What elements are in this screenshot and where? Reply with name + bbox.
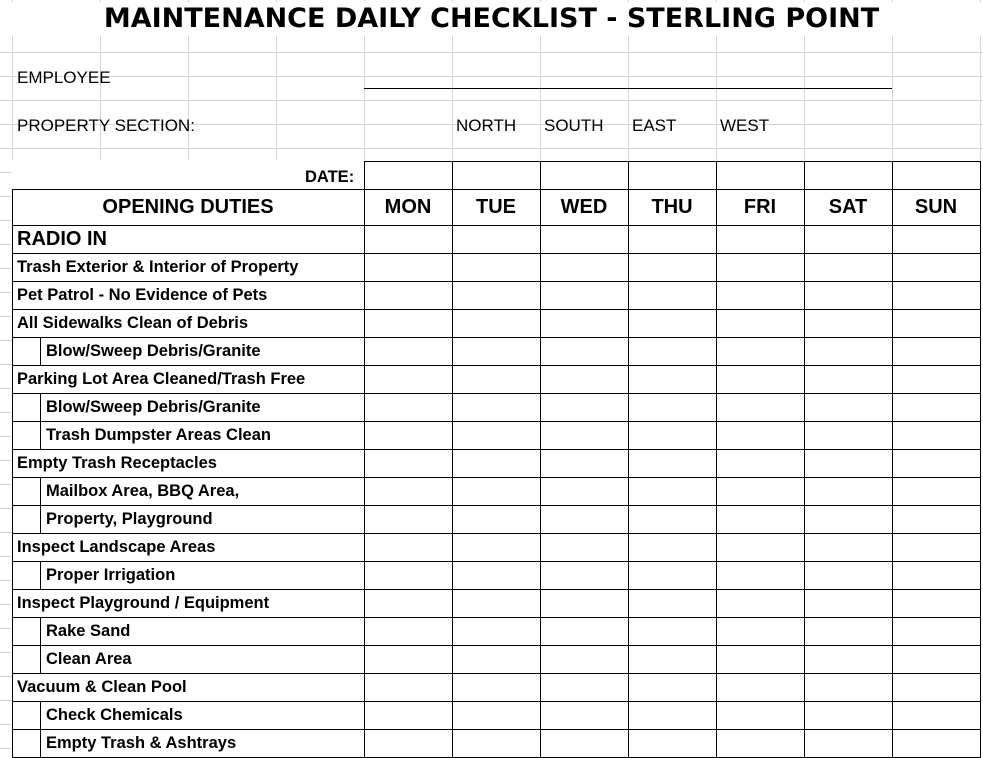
check-cell-wed[interactable] (540, 673, 628, 701)
check-cell-mon[interactable] (364, 225, 452, 253)
check-cell-sat[interactable] (804, 393, 892, 421)
check-cell-sat[interactable] (804, 477, 892, 505)
check-cell-sun[interactable] (892, 729, 980, 757)
grid-line (40, 337, 41, 365)
check-cell-sat[interactable] (804, 253, 892, 281)
check-cell-wed[interactable] (540, 701, 628, 729)
check-cell-sat[interactable] (804, 617, 892, 645)
section-east[interactable]: EAST (632, 116, 677, 135)
page-title: MAINTENANCE DAILY CHECKLIST - STERLING POINT (0, 2, 983, 36)
check-cell-fri[interactable] (716, 421, 804, 449)
check-cell-sun[interactable] (892, 589, 980, 617)
check-cell-thu[interactable] (628, 617, 716, 645)
check-cell-fri[interactable] (716, 561, 804, 589)
day-header-sun: SUN (914, 196, 958, 218)
day-header-sat: SAT (828, 196, 868, 218)
duty-label: Trash Dumpster Areas Clean (46, 426, 271, 444)
check-cell-mon[interactable] (364, 533, 452, 561)
check-cell-fri[interactable] (716, 617, 804, 645)
check-cell-thu[interactable] (628, 449, 716, 477)
check-cell-tue[interactable] (452, 533, 540, 561)
check-cell-sat[interactable] (804, 533, 892, 561)
check-cell-fri[interactable] (716, 365, 804, 393)
check-cell-sun[interactable] (892, 309, 980, 337)
property-section-label: PROPERTY SECTION: (17, 116, 195, 135)
check-cell-wed[interactable] (540, 337, 628, 365)
check-cell-sat[interactable] (804, 421, 892, 449)
duty-label: Rake Sand (46, 622, 131, 640)
check-cell-sun[interactable] (892, 477, 980, 505)
grid-line (40, 561, 41, 589)
section-north[interactable]: NORTH (456, 116, 517, 135)
check-cell-mon[interactable] (364, 645, 452, 673)
check-cell-thu[interactable] (628, 477, 716, 505)
check-cell-sun[interactable] (892, 393, 980, 421)
check-cell-sun[interactable] (892, 337, 980, 365)
check-cell-thu[interactable] (628, 281, 716, 309)
check-cell-wed[interactable] (540, 589, 628, 617)
check-cell-sat[interactable] (804, 225, 892, 253)
check-cell-sun[interactable] (892, 645, 980, 673)
check-cell-sun[interactable] (892, 421, 980, 449)
grid-line (12, 189, 980, 190)
check-cell-mon[interactable] (364, 337, 452, 365)
check-cell-fri[interactable] (716, 729, 804, 757)
check-cell-wed[interactable] (540, 421, 628, 449)
check-cell-mon[interactable] (364, 701, 452, 729)
duty-label: Pet Patrol - No Evidence of Pets (17, 286, 268, 304)
check-cell-mon[interactable] (364, 393, 452, 421)
check-cell-sat[interactable] (804, 673, 892, 701)
check-cell-thu[interactable] (628, 729, 716, 757)
check-cell-thu[interactable] (628, 365, 716, 393)
duty-label: Mailbox Area, BBQ Area, (46, 482, 240, 500)
check-cell-wed[interactable] (540, 505, 628, 533)
check-cell-sun[interactable] (892, 365, 980, 393)
check-cell-wed[interactable] (540, 729, 628, 757)
day-header-thu: THU (651, 196, 693, 218)
check-cell-sat[interactable] (804, 309, 892, 337)
check-cell-thu[interactable] (628, 561, 716, 589)
duty-label: Blow/Sweep Debris/Granite (46, 398, 261, 416)
check-cell-sun[interactable] (892, 701, 980, 729)
check-cell-sun[interactable] (892, 533, 980, 561)
check-cell-mon[interactable] (364, 253, 452, 281)
day-header-tue: TUE (476, 196, 516, 218)
check-cell-sat[interactable] (804, 449, 892, 477)
check-cell-tue[interactable] (452, 701, 540, 729)
grid-line (40, 505, 41, 533)
duty-label: Inspect Landscape Areas (17, 538, 216, 556)
check-cell-mon[interactable] (364, 421, 452, 449)
check-cell-mon[interactable] (364, 365, 452, 393)
grid-line (40, 393, 41, 421)
check-cell-sat[interactable] (804, 645, 892, 673)
check-cell-fri[interactable] (716, 309, 804, 337)
check-cell-thu[interactable] (628, 589, 716, 617)
duty-label: Parking Lot Area Cleaned/Trash Free (17, 370, 306, 388)
day-header-mon: MON (384, 196, 432, 218)
check-cell-sat[interactable] (804, 561, 892, 589)
check-cell-mon[interactable] (364, 449, 452, 477)
check-cell-thu[interactable] (628, 309, 716, 337)
check-cell-sun[interactable] (892, 449, 980, 477)
check-cell-tue[interactable] (452, 253, 540, 281)
check-cell-thu[interactable] (628, 337, 716, 365)
duty-label: Clean Area (46, 650, 132, 668)
opening-duties-header: OPENING DUTIES (102, 196, 274, 218)
check-cell-tue[interactable] (452, 393, 540, 421)
check-cell-sun[interactable] (892, 281, 980, 309)
check-cell-wed[interactable] (540, 365, 628, 393)
check-cell-mon[interactable] (364, 617, 452, 645)
duty-label: Empty Trash & Ashtrays (46, 734, 237, 752)
check-cell-mon[interactable] (364, 477, 452, 505)
employee-label: EMPLOYEE (17, 68, 111, 87)
check-cell-wed[interactable] (540, 253, 628, 281)
check-cell-tue[interactable] (452, 673, 540, 701)
check-cell-sat[interactable] (804, 701, 892, 729)
check-cell-sun[interactable] (892, 253, 980, 281)
grid-line (40, 477, 41, 505)
check-cell-sun[interactable] (892, 617, 980, 645)
check-cell-wed[interactable] (540, 393, 628, 421)
duty-label: Vacuum & Clean Pool (17, 678, 187, 696)
check-cell-fri[interactable] (716, 701, 804, 729)
check-cell-sat[interactable] (804, 281, 892, 309)
check-cell-mon[interactable] (364, 729, 452, 757)
check-cell-sat[interactable] (804, 729, 892, 757)
check-cell-mon[interactable] (364, 589, 452, 617)
check-cell-mon[interactable] (364, 281, 452, 309)
check-cell-tue[interactable] (452, 617, 540, 645)
check-cell-tue[interactable] (452, 421, 540, 449)
check-cell-mon[interactable] (364, 561, 452, 589)
check-cell-sat[interactable] (804, 365, 892, 393)
section-south[interactable]: SOUTH (544, 116, 604, 135)
check-cell-mon[interactable] (364, 673, 452, 701)
check-cell-wed[interactable] (540, 617, 628, 645)
grid-line (40, 421, 41, 449)
check-cell-tue[interactable] (452, 225, 540, 253)
check-cell-fri[interactable] (716, 449, 804, 477)
grid-line (40, 729, 41, 757)
check-cell-wed[interactable] (540, 645, 628, 673)
duty-label: Proper Irrigation (46, 566, 176, 584)
check-cell-wed[interactable] (540, 533, 628, 561)
date-label: DATE: (305, 168, 355, 186)
duty-label: Check Chemicals (46, 706, 183, 724)
duty-label: Trash Exterior & Interior of Property (17, 258, 299, 276)
check-cell-fri[interactable] (716, 393, 804, 421)
check-cell-tue[interactable] (452, 337, 540, 365)
check-cell-fri[interactable] (716, 505, 804, 533)
check-cell-thu[interactable] (628, 701, 716, 729)
check-cell-wed[interactable] (540, 309, 628, 337)
check-cell-wed[interactable] (540, 281, 628, 309)
day-header-wed: WED (560, 196, 608, 218)
grid-line (40, 701, 41, 729)
check-cell-tue[interactable] (452, 561, 540, 589)
check-cell-fri[interactable] (716, 645, 804, 673)
check-cell-fri[interactable] (716, 225, 804, 253)
grid-line (980, 161, 981, 758)
check-cell-sat[interactable] (804, 505, 892, 533)
check-cell-tue[interactable] (452, 729, 540, 757)
check-cell-tue[interactable] (452, 309, 540, 337)
check-cell-sun[interactable] (892, 561, 980, 589)
check-cell-thu[interactable] (628, 505, 716, 533)
check-cell-fri[interactable] (716, 477, 804, 505)
duty-label: All Sidewalks Clean of Debris (17, 314, 249, 332)
check-cell-tue[interactable] (452, 449, 540, 477)
check-cell-thu[interactable] (628, 253, 716, 281)
check-cell-sun[interactable] (892, 673, 980, 701)
check-cell-mon[interactable] (364, 505, 452, 533)
check-cell-thu[interactable] (628, 421, 716, 449)
check-cell-fri[interactable] (716, 281, 804, 309)
check-cell-sat[interactable] (804, 337, 892, 365)
check-cell-sun[interactable] (892, 225, 980, 253)
grid-line (12, 189, 13, 758)
check-cell-wed[interactable] (540, 477, 628, 505)
day-header-fri: FRI (743, 196, 777, 218)
grid-line (40, 645, 41, 673)
check-cell-fri[interactable] (716, 589, 804, 617)
duty-label: Property, Playground (46, 510, 213, 528)
check-cell-tue[interactable] (452, 505, 540, 533)
grid-line (40, 617, 41, 645)
check-cell-fri[interactable] (716, 337, 804, 365)
check-cell-thu[interactable] (628, 645, 716, 673)
check-cell-wed[interactable] (540, 561, 628, 589)
check-cell-thu[interactable] (628, 393, 716, 421)
grid-line (364, 161, 980, 162)
duty-label: RADIO IN (17, 228, 107, 250)
check-cell-tue[interactable] (452, 281, 540, 309)
check-cell-sat[interactable] (804, 589, 892, 617)
duty-label: Blow/Sweep Debris/Granite (46, 342, 261, 360)
check-cell-thu[interactable] (628, 225, 716, 253)
check-cell-mon[interactable] (364, 309, 452, 337)
check-cell-thu[interactable] (628, 533, 716, 561)
check-cell-tue[interactable] (452, 477, 540, 505)
check-cell-fri[interactable] (716, 253, 804, 281)
section-west[interactable]: WEST (720, 116, 770, 135)
check-cell-wed[interactable] (540, 225, 628, 253)
check-cell-thu[interactable] (628, 673, 716, 701)
check-cell-tue[interactable] (452, 589, 540, 617)
duty-label: Empty Trash Receptacles (17, 454, 217, 472)
duty-label: Inspect Playground / Equipment (17, 594, 270, 612)
check-cell-fri[interactable] (716, 673, 804, 701)
check-cell-sun[interactable] (892, 505, 980, 533)
check-cell-wed[interactable] (540, 449, 628, 477)
check-cell-tue[interactable] (452, 645, 540, 673)
check-cell-fri[interactable] (716, 533, 804, 561)
check-cell-tue[interactable] (452, 365, 540, 393)
